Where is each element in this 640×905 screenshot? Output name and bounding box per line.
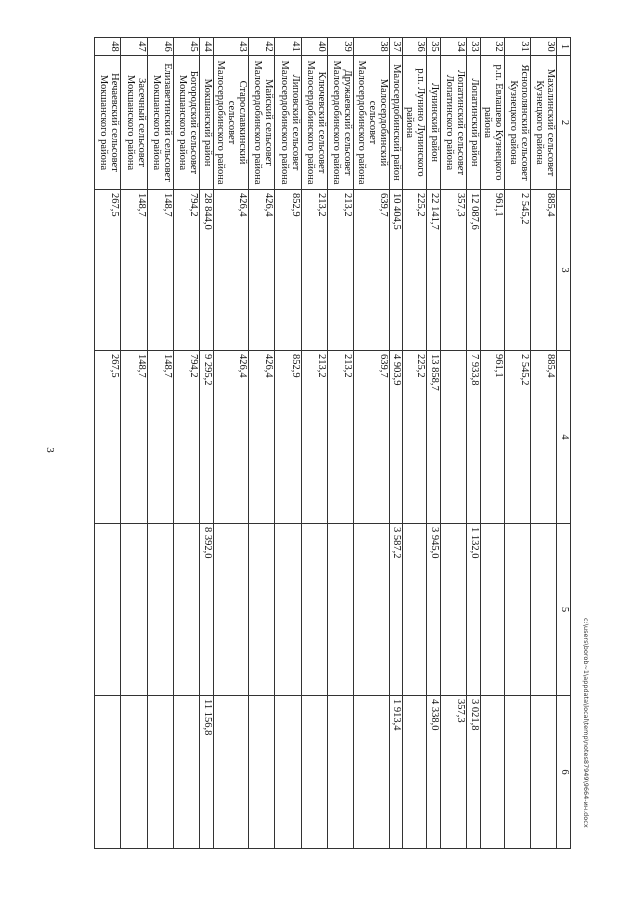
value-cell-4: 885,4: [531, 351, 557, 524]
table-row: [121, 38, 147, 849]
file-path-text: c:\users\borob~1\appdata\local\temp\notes87949\9664-ин.docx: [582, 618, 590, 828]
value-cell-4: 267,5: [95, 351, 121, 524]
value-cell-3: 225,2: [403, 190, 427, 351]
row-number-cell: 47: [121, 38, 147, 56]
row-number-cell: 45: [173, 38, 199, 56]
value-cell-4: 852,9: [275, 351, 301, 524]
value-cell-5: [480, 524, 504, 696]
table-row: [275, 38, 301, 849]
value-cell-3: 148,7: [121, 190, 147, 351]
value-cell-5: [249, 524, 275, 696]
value-cell-6: [531, 696, 557, 849]
table-row: [301, 38, 327, 849]
value-cell-6: 1 913,4: [389, 696, 403, 849]
value-cell-6: [327, 696, 353, 849]
value-cell-6: 357,3: [441, 696, 467, 849]
territory-name-cell: Малосердобинский сельсовет Малосердобинского района: [354, 56, 390, 190]
value-cell-5: [121, 524, 147, 696]
column-header: 6: [557, 696, 571, 849]
territory-name-cell: Ключевский сельсовет Малосердобинского района: [301, 56, 327, 190]
value-cell-3: 794,2: [173, 190, 199, 351]
data-table: [94, 37, 571, 849]
value-cell-5: [531, 524, 557, 696]
territory-name-cell: Дружаевский сельсовет Малосердобинского района: [327, 56, 353, 190]
row-number-cell: 42: [249, 38, 275, 56]
value-cell-4: 7 933,8: [467, 351, 481, 524]
page-number: 3: [44, 447, 56, 453]
table-row: [199, 38, 213, 849]
territory-name-cell: Лопатинский район: [467, 56, 481, 190]
value-cell-3: 2 545,2: [504, 190, 530, 351]
value-cell-4: 148,7: [147, 351, 173, 524]
table-row: [531, 38, 557, 849]
value-cell-5: [173, 524, 199, 696]
value-cell-6: [504, 696, 530, 849]
table-row: [389, 38, 403, 849]
table-row: [441, 38, 467, 849]
value-cell-3: 213,2: [301, 190, 327, 351]
value-cell-6: [173, 696, 199, 849]
value-cell-6: [275, 696, 301, 849]
table-row: [467, 38, 481, 849]
territory-name-cell: Липовский сельсовет Малосердобинского района: [275, 56, 301, 190]
value-cell-5: [275, 524, 301, 696]
value-cell-4: 4 903,9: [389, 351, 403, 524]
row-number-cell: 34: [441, 38, 467, 56]
column-header: 2: [557, 56, 571, 190]
value-cell-6: [301, 696, 327, 849]
column-header: 4: [557, 351, 571, 524]
row-number-cell: 35: [427, 38, 441, 56]
value-cell-5: [95, 524, 121, 696]
column-header: 5: [557, 524, 571, 696]
value-cell-6: [403, 696, 427, 849]
value-cell-6: [121, 696, 147, 849]
value-cell-6: [147, 696, 173, 849]
value-cell-4: 426,4: [213, 351, 249, 524]
value-cell-6: [249, 696, 275, 849]
row-number-cell: 38: [354, 38, 390, 56]
value-cell-5: [213, 524, 249, 696]
value-cell-4: 961,1: [480, 351, 504, 524]
territory-name-cell: Лунинский район: [427, 56, 441, 190]
value-cell-3: 852,9: [275, 190, 301, 351]
row-number-cell: 31: [504, 38, 530, 56]
table-row: [327, 38, 353, 849]
value-cell-3: 426,4: [213, 190, 249, 351]
column-header: 3: [557, 190, 571, 351]
territory-name-cell: Майский сельсовет Малосердобинского района: [249, 56, 275, 190]
row-number-cell: 43: [213, 38, 249, 56]
value-cell-5: 3 587,2: [389, 524, 403, 696]
value-cell-6: 4 338,0: [427, 696, 441, 849]
territory-name-cell: Нечаевский сельсовет Мокшанского района: [95, 56, 121, 190]
value-cell-6: 11 156,8: [199, 696, 213, 849]
value-cell-3: 961,1: [480, 190, 504, 351]
value-cell-3: 885,4: [531, 190, 557, 351]
row-number-cell: 46: [147, 38, 173, 56]
row-number-cell: 33: [467, 38, 481, 56]
value-cell-5: [504, 524, 530, 696]
row-number-cell: 41: [275, 38, 301, 56]
value-cell-4: [441, 351, 467, 524]
value-cell-5: [441, 524, 467, 696]
table-row: [249, 38, 275, 849]
value-cell-3: 12 087,6: [467, 190, 481, 351]
value-cell-4: 213,2: [327, 351, 353, 524]
value-cell-6: [213, 696, 249, 849]
value-cell-3: 213,2: [327, 190, 353, 351]
territory-name-cell: Мокшанский район: [199, 56, 213, 190]
table-row: [504, 38, 530, 849]
value-cell-4: 13 858,7: [427, 351, 441, 524]
value-cell-5: 8 392,0: [199, 524, 213, 696]
value-cell-6: [480, 696, 504, 849]
value-cell-4: 639,7: [354, 351, 390, 524]
value-cell-4: 426,4: [249, 351, 275, 524]
file-path-footer: [581, 618, 591, 848]
value-cell-4: 794,2: [173, 351, 199, 524]
row-number-cell: 40: [301, 38, 327, 56]
value-cell-3: 426,4: [249, 190, 275, 351]
value-cell-4: 225,2: [403, 351, 427, 524]
value-cell-5: [403, 524, 427, 696]
value-cell-3: 22 141,7: [427, 190, 441, 351]
row-number-cell: 39: [327, 38, 353, 56]
value-cell-5: [327, 524, 353, 696]
row-number-cell: 37: [389, 38, 403, 56]
territory-name-cell: Богородский сельсовет Мокшанского района: [173, 56, 199, 190]
value-cell-3: 639,7: [354, 190, 390, 351]
table-row: [147, 38, 173, 849]
row-number-cell: 30: [531, 38, 557, 56]
value-cell-5: [147, 524, 173, 696]
value-cell-4: 148,7: [121, 351, 147, 524]
territory-name-cell: Елизаветинский сельсовет Мокшанского района: [147, 56, 173, 190]
table-container: [94, 37, 571, 848]
value-cell-4: 2 545,2: [504, 351, 530, 524]
territory-name-cell: Малосердобинский район: [389, 56, 403, 190]
territory-name-cell: Лопатинский сельсовет Лопатинского района: [441, 56, 467, 190]
table-row: [95, 38, 121, 849]
value-cell-5: 3 945,0: [427, 524, 441, 696]
table-row: [213, 38, 249, 849]
value-cell-3: 148,7: [147, 190, 173, 351]
territory-name-cell: Засечный сельсовет Мокшанского района: [121, 56, 147, 190]
value-cell-3: 267,5: [95, 190, 121, 351]
table-row: [403, 38, 427, 849]
column-header: 1: [557, 38, 571, 56]
table-row: [480, 38, 504, 849]
value-cell-4: 9 295,2: [199, 351, 213, 524]
territory-name-cell: р.п. Евлашево Кузнецкого района: [480, 56, 504, 190]
table-row: [427, 38, 441, 849]
territory-name-cell: Махалинский сельсовет Кузнецкого района: [531, 56, 557, 190]
value-cell-6: [95, 696, 121, 849]
table-header-row: [557, 38, 571, 849]
territory-name-cell: Старославкинский сельсовет Малосердобинского района: [213, 56, 249, 190]
table-row: [354, 38, 390, 849]
row-number-cell: 32: [480, 38, 504, 56]
value-cell-5: 1 132,0: [467, 524, 481, 696]
row-number-cell: 36: [403, 38, 427, 56]
territory-name-cell: р.п. Лунино Лунинского района: [403, 56, 427, 190]
table-row: [173, 38, 199, 849]
row-number-cell: 48: [95, 38, 121, 56]
value-cell-5: [301, 524, 327, 696]
value-cell-6: [354, 696, 390, 849]
value-cell-3: 357,3: [441, 190, 467, 351]
row-number-cell: 44: [199, 38, 213, 56]
value-cell-4: 213,2: [301, 351, 327, 524]
value-cell-3: 10 404,5: [389, 190, 403, 351]
value-cell-5: [354, 524, 390, 696]
value-cell-3: 28 844,0: [199, 190, 213, 351]
territory-name-cell: Яснополянский сельсовет Кузнецкого района: [504, 56, 530, 190]
value-cell-6: 3 021,8: [467, 696, 481, 849]
